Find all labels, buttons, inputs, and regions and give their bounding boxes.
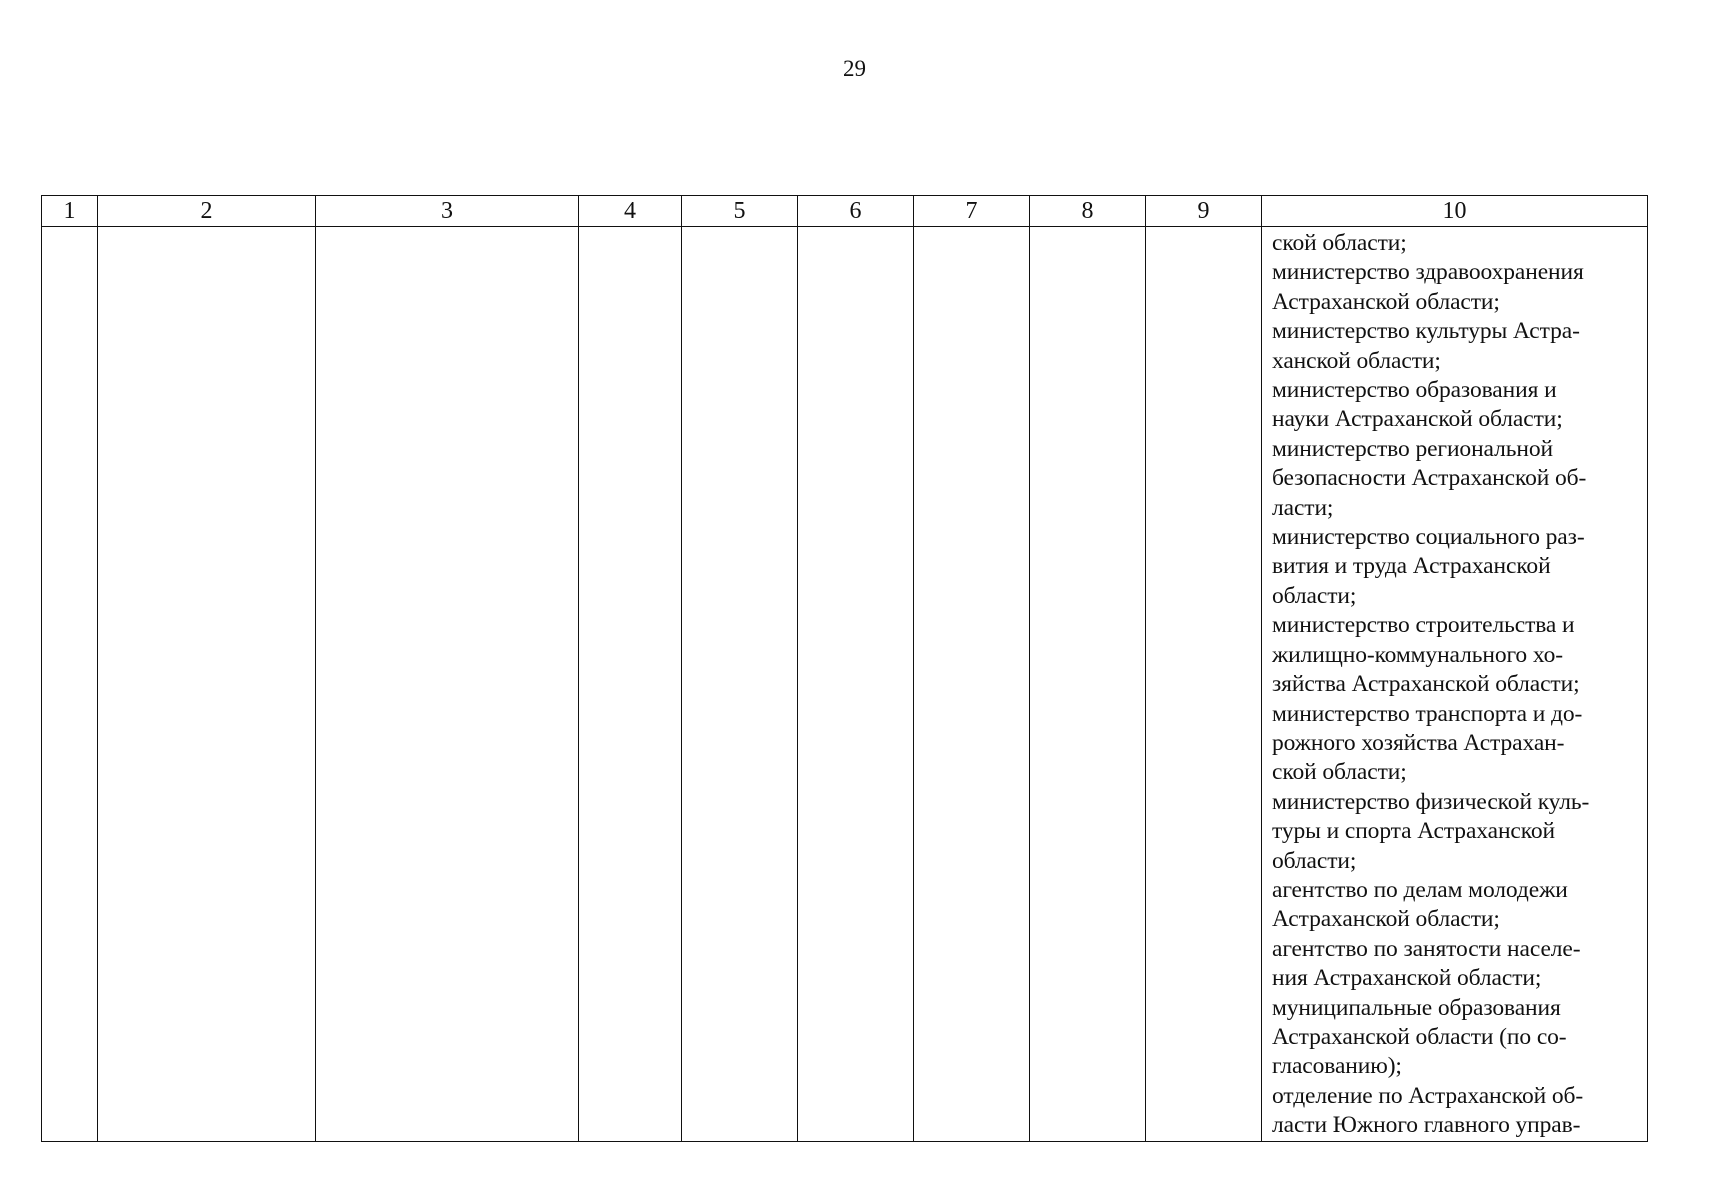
text-line: области; xyxy=(1272,582,1357,609)
text-line: зяйства Астраханской области; xyxy=(1272,671,1580,698)
text-line: ской области; xyxy=(1272,759,1407,786)
header-cell-9: 9 xyxy=(1146,196,1262,227)
table-row xyxy=(42,227,1648,1142)
text-line: Астраханской области (по со- xyxy=(1272,1023,1567,1050)
cell-col-8 xyxy=(1030,227,1146,1142)
header-cell-8: 8 xyxy=(1030,196,1146,227)
text-line: рожного хозяйства Астрахан- xyxy=(1272,729,1565,756)
cell-col-3 xyxy=(316,227,579,1142)
cell-col-6 xyxy=(798,227,914,1142)
text-line: отделение по Астраханской об- xyxy=(1272,1082,1584,1109)
text-line: науки Астраханской области; xyxy=(1272,406,1563,433)
header-cell-4: 4 xyxy=(579,196,682,227)
header-cell-7: 7 xyxy=(914,196,1030,227)
cell-col-10-responsible-executors xyxy=(1262,227,1648,1142)
text-line: ласти; xyxy=(1272,494,1334,521)
document-table xyxy=(41,195,1648,1142)
text-line: муниципальные образования xyxy=(1272,994,1561,1021)
header-cell-2: 2 xyxy=(98,196,316,227)
cell-col-2 xyxy=(98,227,316,1142)
text-line: области; xyxy=(1272,847,1357,874)
header-cell-3: 3 xyxy=(316,196,579,227)
text-line: министерство физической куль- xyxy=(1272,788,1590,815)
cell-col-5 xyxy=(682,227,798,1142)
text-line: вития и труда Астраханской xyxy=(1272,553,1551,580)
text-line: жилищно-коммунального хо- xyxy=(1272,641,1563,668)
header-cell-6: 6 xyxy=(798,196,914,227)
text-line: Астраханской области; xyxy=(1272,288,1500,315)
cell-col-7 xyxy=(914,227,1030,1142)
text-line: министерство образования и xyxy=(1272,377,1557,404)
text-line: министерство региональной xyxy=(1272,435,1553,462)
header-cell-5: 5 xyxy=(682,196,798,227)
text-line: агентство по занятости населе- xyxy=(1272,935,1581,962)
text-line: министерство социального раз- xyxy=(1272,524,1585,551)
cell-col-9 xyxy=(1146,227,1262,1142)
text-line: ласти Южного главного управ- xyxy=(1272,1112,1581,1139)
text-line: агентство по делам молодежи xyxy=(1272,876,1568,903)
text-line: министерство здравоохранения xyxy=(1272,259,1584,286)
text-line: безопасности Астраханской об- xyxy=(1272,465,1587,492)
text-line: ской области; xyxy=(1272,230,1407,256)
text-line: ханской области; xyxy=(1272,347,1441,374)
header-cell-1: 1 xyxy=(42,196,98,227)
cell-col-4 xyxy=(579,227,682,1142)
text-line: Астраханской области; xyxy=(1272,906,1500,933)
text-line: министерство культуры Астра- xyxy=(1272,318,1580,345)
text-line: министерство транспорта и до- xyxy=(1272,700,1583,727)
text-line: министерство строительства и xyxy=(1272,612,1575,639)
cell-col-1 xyxy=(42,227,98,1142)
text-line: ния Астраханской области; xyxy=(1272,965,1542,992)
header-cell-10: 10 xyxy=(1262,196,1648,227)
page-number: 29 xyxy=(843,56,866,81)
header-row xyxy=(42,196,1648,227)
text-line: гласованию); xyxy=(1272,1053,1402,1080)
text-line: туры и спорта Астраханской xyxy=(1272,818,1556,845)
